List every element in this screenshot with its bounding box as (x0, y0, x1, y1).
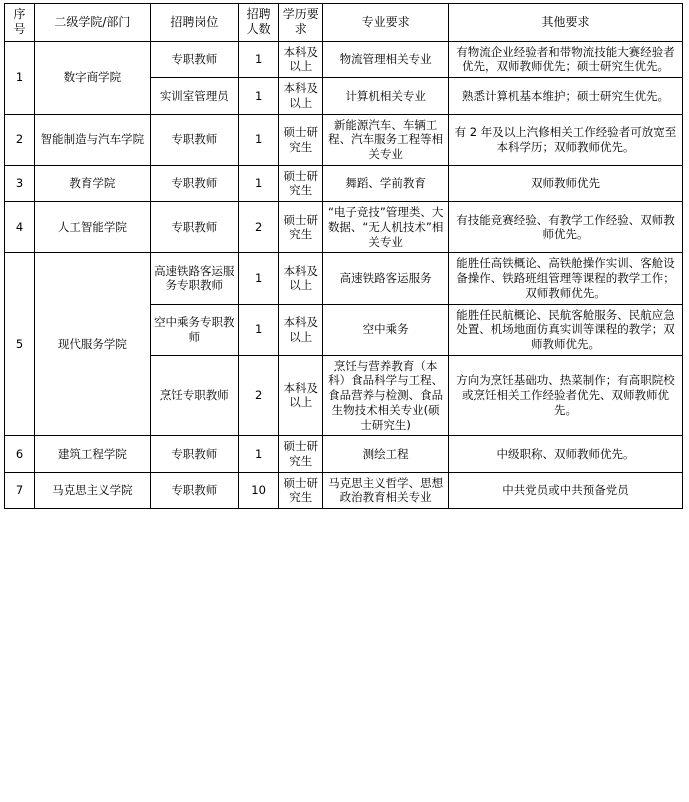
cell-num: 2 (239, 202, 279, 253)
cell-other: 熟悉计算机基本维护；硕士研究生优先。 (448, 78, 682, 114)
cell-major: “电子竞技”管理类、大数据、“无人机技术”相关专业 (323, 202, 449, 253)
cell-major: 空中乘务 (323, 304, 449, 355)
cell-major: 马克思主义哲学、思想政治教育相关专业 (323, 472, 449, 508)
cell-major: 舞蹈、学前教育 (323, 165, 449, 201)
cell-num: 1 (239, 165, 279, 201)
cell-dept: 马克思主义学院 (35, 472, 151, 508)
cell-edu: 硕士研究生 (279, 202, 323, 253)
header-seq: 序号 (5, 4, 35, 42)
header-post: 招聘岗位 (150, 4, 238, 42)
cell-edu: 本科及以上 (279, 78, 323, 114)
cell-major: 新能源汽车、车辆工程、汽车服务工程等相关专业 (323, 114, 449, 165)
cell-edu: 硕士研究生 (279, 436, 323, 472)
cell-edu: 本科及以上 (279, 41, 323, 77)
header-edu: 学历要求 (279, 4, 323, 42)
cell-dept: 现代服务学院 (35, 253, 151, 436)
cell-other: 方向为烹饪基础功、热菜制作；有高职院校或烹饪相关工作经验者优先、双师教师优先。 (448, 355, 682, 436)
cell-other: 双师教师优先 (448, 165, 682, 201)
cell-post: 专职教师 (150, 436, 238, 472)
cell-post: 专职教师 (150, 41, 238, 77)
cell-other: 有物流企业经验者和带物流技能大赛经验者优先，双师教师优先；硕士研究生优先。 (448, 41, 682, 77)
header-major: 专业要求 (323, 4, 449, 42)
cell-post: 专职教师 (150, 165, 238, 201)
cell-dept: 人工智能学院 (35, 202, 151, 253)
cell-num: 1 (239, 41, 279, 77)
table-header-row (5, 4, 683, 42)
cell-edu: 硕士研究生 (279, 114, 323, 165)
cell-seq: 6 (5, 436, 35, 472)
cell-major: 测绘工程 (323, 436, 449, 472)
header-num: 招聘人数 (239, 4, 279, 42)
cell-other: 有 2 年及以上汽修相关工作经验者可放宽至本科学历；双师教师优先。 (448, 114, 682, 165)
cell-other: 有技能竞赛经验、有教学工作经验、双师教师优先。 (448, 202, 682, 253)
header-dept: 二级学院/部门 (35, 4, 151, 42)
cell-edu: 硕士研究生 (279, 472, 323, 508)
cell-num: 1 (239, 304, 279, 355)
table-row (5, 253, 683, 304)
cell-major: 计算机相关专业 (323, 78, 449, 114)
cell-edu: 硕士研究生 (279, 165, 323, 201)
cell-seq: 3 (5, 165, 35, 201)
cell-edu: 本科及以上 (279, 355, 323, 436)
cell-seq: 7 (5, 472, 35, 508)
table-row (5, 202, 683, 253)
cell-post: 高速铁路客运服务专职教师 (150, 253, 238, 304)
table-row (5, 165, 683, 201)
cell-major: 物流管理相关专业 (323, 41, 449, 77)
cell-num: 2 (239, 355, 279, 436)
recruitment-table (4, 3, 683, 509)
cell-major: 烹饪与营养教育（本科）食品科学与工程、食品营养与检测、食品生物技术相关专业(硕士研究生) (323, 355, 449, 436)
cell-post: 专职教师 (150, 472, 238, 508)
cell-other: 中共党员或中共预备党员 (448, 472, 682, 508)
cell-num: 10 (239, 472, 279, 508)
table-row (5, 41, 683, 77)
cell-post: 烹饪专职教师 (150, 355, 238, 436)
cell-other: 能胜任民航概论、民航客舱服务、民航应急处置、机场地面仿真实训等课程的教学；双师教师优先。 (448, 304, 682, 355)
cell-post: 空中乘务专职教师 (150, 304, 238, 355)
cell-num: 1 (239, 78, 279, 114)
cell-post: 专职教师 (150, 202, 238, 253)
cell-seq: 1 (5, 41, 35, 114)
cell-seq: 2 (5, 114, 35, 165)
cell-edu: 本科及以上 (279, 253, 323, 304)
cell-major: 高速铁路客运服务 (323, 253, 449, 304)
cell-edu: 本科及以上 (279, 304, 323, 355)
cell-seq: 5 (5, 253, 35, 436)
cell-other: 中级职称、双师教师优先。 (448, 436, 682, 472)
cell-dept: 数字商学院 (35, 41, 151, 114)
table-row (5, 114, 683, 165)
table-row (5, 436, 683, 472)
cell-seq: 4 (5, 202, 35, 253)
cell-dept: 建筑工程学院 (35, 436, 151, 472)
table-row (5, 472, 683, 508)
cell-dept: 教育学院 (35, 165, 151, 201)
cell-other: 能胜任高铁概论、高铁舱操作实训、客舱设备操作、铁路班组管理等课程的教学工作；双师教师优先。 (448, 253, 682, 304)
cell-num: 1 (239, 253, 279, 304)
cell-post: 实训室管理员 (150, 78, 238, 114)
cell-post: 专职教师 (150, 114, 238, 165)
cell-dept: 智能制造与汽车学院 (35, 114, 151, 165)
cell-num: 1 (239, 114, 279, 165)
cell-num: 1 (239, 436, 279, 472)
header-other: 其他要求 (448, 4, 682, 42)
